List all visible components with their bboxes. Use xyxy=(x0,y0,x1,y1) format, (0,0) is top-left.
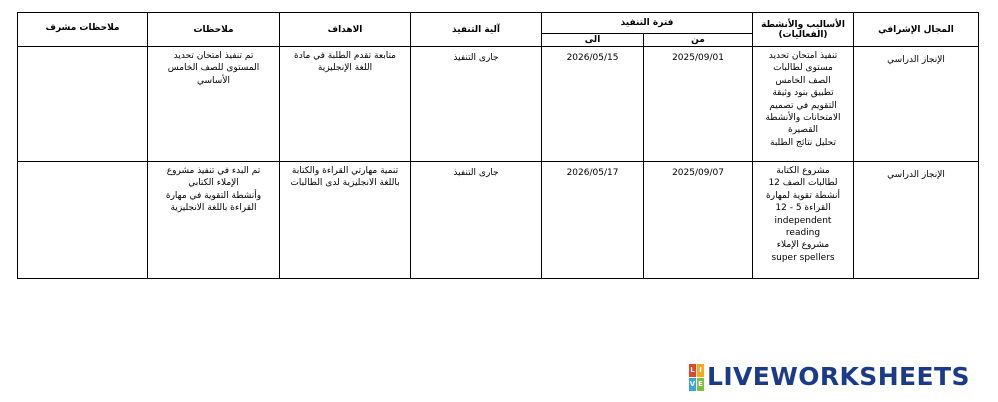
header-notes: ملاحظات xyxy=(148,13,280,47)
table-row xyxy=(18,47,979,162)
activity-line: independent xyxy=(774,215,832,226)
goal-line: تنمية مهارتي القراءة والكتابة xyxy=(291,166,399,176)
logo-block: V xyxy=(689,378,696,391)
activity-line: تنفيذ امتحان تحديد xyxy=(768,51,838,61)
note-line: وأنشطة التقوية في مهارة xyxy=(165,190,262,201)
cell-supervisor-notes xyxy=(18,47,148,162)
goal-line: باللغة الانجليزية لدى الطالبات xyxy=(290,178,400,189)
cell-notes xyxy=(148,47,280,162)
header-to: الى xyxy=(542,34,644,47)
logo-block: I xyxy=(697,364,704,377)
cell-domain: الإنجاز الدراسي xyxy=(854,47,979,162)
activity-line: مشروع الكتابة xyxy=(776,166,830,176)
logo-blocks-icon xyxy=(689,364,704,391)
activity-line: تطبيق بنود وثيقة xyxy=(772,88,834,99)
activity-line: super spellers xyxy=(771,252,835,263)
cell-mechanism: جارى التنفيذ xyxy=(411,162,542,279)
goal-line: متابعة تقدم الطلبة في مادة xyxy=(294,51,396,61)
logo-text: LIVEWORKSHEETS xyxy=(707,362,970,391)
activity-line: reading xyxy=(785,228,821,239)
cell-domain: الإنجاز الدراسي xyxy=(854,162,979,279)
liveworksheets-logo[interactable] xyxy=(689,363,970,391)
header-domain: المجال الإشرافي xyxy=(854,13,979,47)
activity-line: الامتحانات والأنشطة xyxy=(765,113,841,124)
header-period: فترة التنفيذ xyxy=(542,13,753,34)
activity-line: التقويم في تصميم xyxy=(769,100,837,111)
activity-line: مستوى لطالبات xyxy=(773,63,833,74)
header-supervisor-notes: ملاحظات مشرف xyxy=(18,13,148,47)
cell-goals xyxy=(280,162,411,279)
activity-line: الصف الخامس xyxy=(775,75,831,86)
cell-from-date: 2025/09/07 xyxy=(644,162,753,279)
note-line: القراءة باللغة الانجليزية xyxy=(170,203,257,214)
cell-activities xyxy=(753,47,854,162)
header-activities xyxy=(753,13,854,47)
cell-to-date: 2026/05/15 xyxy=(542,47,644,162)
logo-block: L xyxy=(689,364,696,377)
table-row xyxy=(18,162,979,279)
header-goals: الاهداف xyxy=(280,13,411,47)
cell-activities xyxy=(753,162,854,279)
header-mechanism: آلية التنفيذ xyxy=(411,13,542,47)
activity-line: القراءة 5 - 12 xyxy=(775,203,831,214)
activity-line: مشروع الإملاء xyxy=(776,240,830,251)
logo-block: E xyxy=(697,378,704,391)
cell-to-date: 2026/05/17 xyxy=(542,162,644,279)
cell-from-date: 2025/09/01 xyxy=(644,47,753,162)
cell-notes xyxy=(148,162,280,279)
header-activities-line2: (الفعاليات) xyxy=(778,29,828,40)
note-line: تم تنفيذ امتحان تحديد xyxy=(173,51,254,61)
note-line: الإملاء الكتابي xyxy=(188,178,239,189)
note-line: الأساسي xyxy=(197,75,230,86)
goal-line: اللغة الإنجليزية xyxy=(317,63,373,74)
activity-line: لطالبات الصف 12 xyxy=(768,178,838,189)
cell-supervisor-notes xyxy=(18,162,148,279)
note-line: تم البدء في تنفيذ مشروع xyxy=(166,166,261,176)
activity-line: القصيرة xyxy=(788,125,818,136)
header-from: من xyxy=(644,34,753,47)
note-line: المستوى للصف الخامس xyxy=(167,63,260,74)
supervision-plan-table xyxy=(17,12,979,279)
activity-line: تحليل نتائج الطلبة xyxy=(770,137,836,148)
cell-mechanism: جارى التنفيذ xyxy=(411,47,542,162)
activity-line: أنشطة تقوية لمهارة xyxy=(766,190,840,201)
header-activities-line1: الأساليب والأنشطة xyxy=(761,19,845,30)
cell-goals xyxy=(280,47,411,162)
